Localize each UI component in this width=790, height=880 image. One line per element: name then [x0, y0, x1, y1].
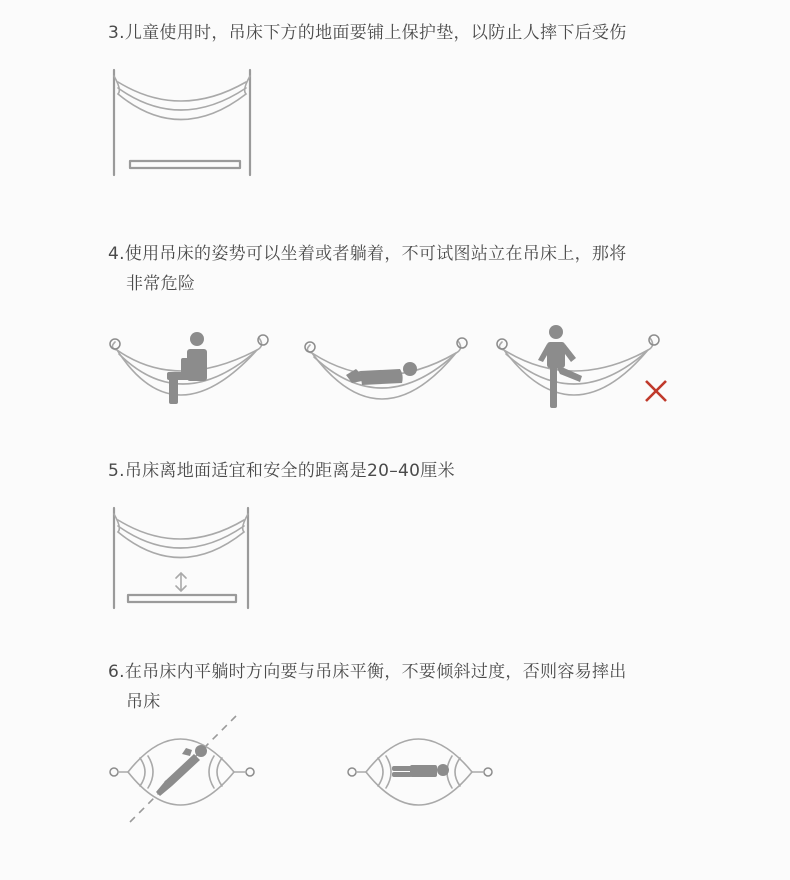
section-5-text: 5.吊床离地面适宜和安全的距离是20–40厘米	[108, 461, 455, 481]
section-4-text-line1: 4.使用吊床的姿势可以坐着或者躺着，不可试图站立在吊床上，那将	[108, 244, 627, 264]
section-6-text-line1: 6.在吊床内平躺时方向要与吊床平衡，不要倾斜过度，否则容易摔出	[108, 662, 627, 682]
hammock-height-icon	[100, 498, 270, 613]
section-4-text-line2: 非常危险	[126, 274, 196, 294]
hammock-diagonal-icon	[100, 710, 270, 830]
section-6-text-line2: 吊床	[126, 692, 161, 712]
section-3-text: 3.儿童使用时，吊床下方的地面要铺上保护垫，以防止人摔下后受伤	[108, 23, 627, 43]
wrong-cross-icon	[640, 375, 674, 409]
hammock-straight-icon	[338, 710, 508, 830]
hammock-lying-icon	[300, 325, 475, 415]
hammock-mat-icon	[100, 60, 270, 185]
hammock-sitting-icon	[105, 320, 275, 415]
